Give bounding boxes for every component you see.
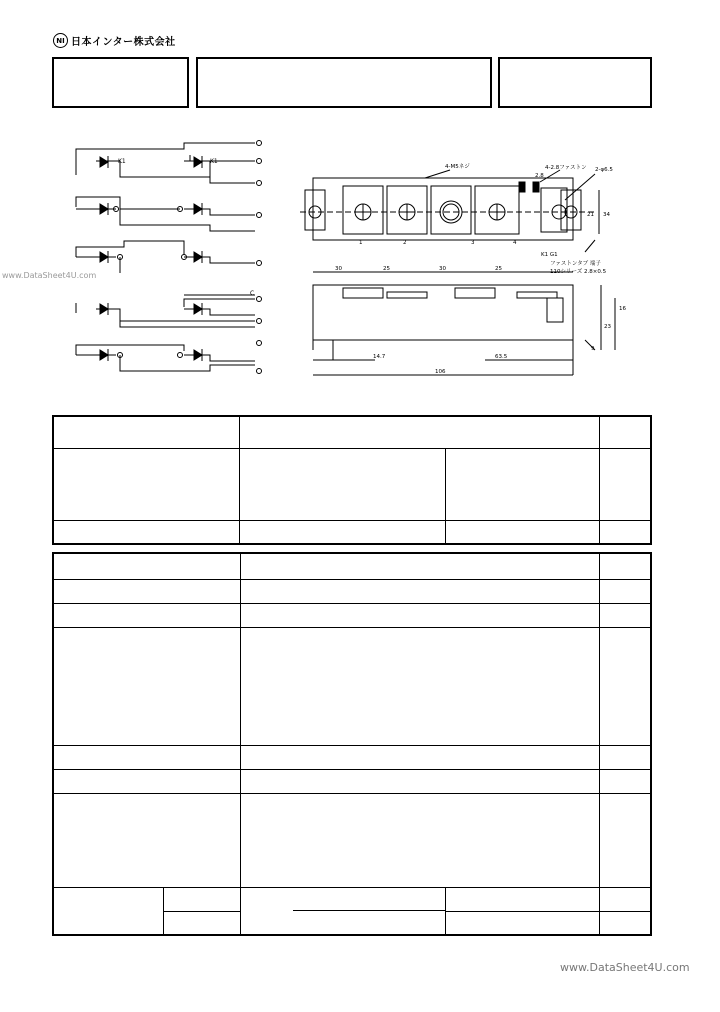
circuit-5 [76,341,262,374]
table-row [53,769,651,793]
table-row [53,793,651,887]
hole-note: 2-φ6.5 [595,167,613,173]
table-cell [600,793,651,887]
table-cell [53,416,240,448]
dim-top-4: 25 [495,266,502,272]
side-view [313,272,615,375]
table-cell [446,911,600,935]
dim-right-3: 9 [591,346,595,352]
bottom-note: K1 G1 [541,252,558,258]
dim-height: 21 [587,212,594,218]
circuit-label-a: K1 [118,158,126,165]
table-cell [53,579,240,603]
table-row [53,887,651,911]
terminal-2: 2 [403,240,407,246]
table-cell [240,579,600,603]
table-cell [446,520,600,544]
dim-top-3: 30 [439,266,446,272]
table-cell [53,887,164,935]
table-cell [53,769,240,793]
circuit-diagrams [60,135,285,385]
title-box-right [498,57,652,108]
company-name: 日本インター株式会社 [71,37,176,48]
table-cell [164,887,240,911]
watermark-bottom: www.DataSheet4U.com [560,961,690,974]
cell-rule [293,910,446,911]
table-cell [240,553,600,579]
dim-total: 106 [435,369,446,375]
circuit-2 [76,197,262,231]
table-cell [600,911,651,935]
tab-note: 2.8 [535,173,544,179]
table-cell [240,520,446,544]
dim-right-1: 16 [619,306,626,312]
characteristics-table [52,552,652,936]
side-note-2: 110シリーズ 2.8×0.5 [550,269,607,275]
table-cell [240,416,600,448]
circuit-4 [76,295,262,327]
circuit-label-b: K1 [210,158,218,165]
table-cell [53,520,240,544]
table-row [53,603,651,627]
logo-mark: NI [53,33,68,48]
terminal-1: 1 [359,240,363,246]
table-cell [600,627,651,745]
table-cell [600,448,651,520]
table-cell [600,745,651,769]
table-cell [600,603,651,627]
watermark-left: www.DataSheet4U.com [2,271,97,280]
table-cell [240,769,600,793]
dim-bottom-right: 63.5 [495,354,508,360]
outline-drawing [295,160,640,385]
table-cell [53,627,240,745]
table-cell [600,520,651,544]
table-cell [53,793,240,887]
table-cell [240,448,446,520]
dim-top-1: 30 [335,266,342,272]
title-box-center [196,57,492,108]
dim-right-2: 23 [604,324,611,330]
thread-note: 4-M5ネジ [445,164,470,170]
table-cell [600,887,651,911]
table-row [53,627,651,745]
table-cell [53,448,240,520]
table-cell [53,603,240,627]
table-row [53,579,651,603]
fast-note: 4-2.8ファストン [545,165,587,171]
table-row [53,745,651,769]
table-row [53,448,651,520]
dim-side: 34 [603,212,610,218]
side-note-1: ファストンタブ 端子 [550,261,601,267]
table-cell [240,627,600,745]
table-cell [53,745,240,769]
dim-top-2: 25 [383,266,390,272]
terminal-4: 4 [513,240,517,246]
table-cell [600,579,651,603]
table-cell [446,887,600,911]
table-cell [164,911,240,935]
circuit-1 [76,141,262,186]
table-cell [600,416,651,448]
ratings-table [52,415,652,545]
top-view [300,170,599,252]
table-cell [240,793,600,887]
company-logo [53,33,176,48]
table-row [53,553,651,579]
table-cell [240,887,446,935]
table-cell [600,769,651,793]
title-box-left [52,57,189,108]
table-cell [53,553,240,579]
table-cell [600,553,651,579]
table-cell [240,745,600,769]
circuit-label-c: C [250,290,255,297]
table-row [53,520,651,544]
table-cell [240,603,600,627]
table-cell [446,448,600,520]
table-row [53,416,651,448]
dim-bottom-left: 14.7 [373,354,386,360]
terminal-3: 3 [471,240,475,246]
circuit-3 [76,241,262,273]
